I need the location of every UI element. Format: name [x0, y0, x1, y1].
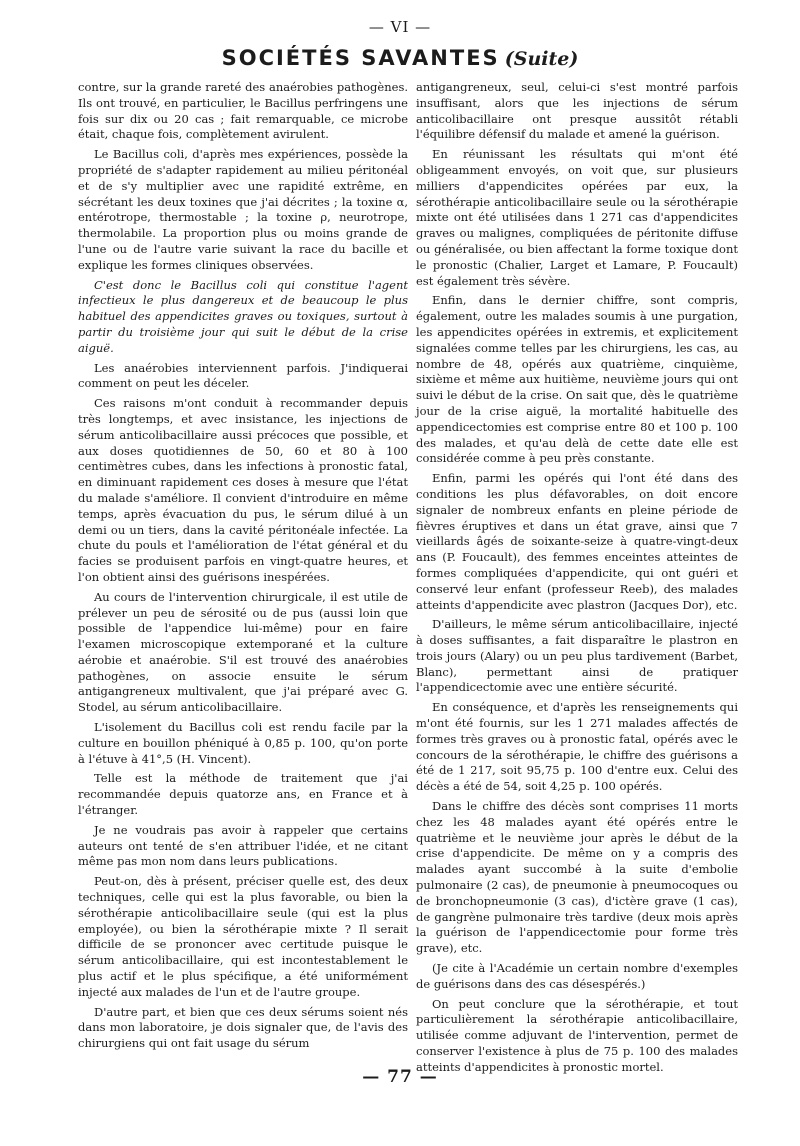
paragraph: Telle est la méthode de traitement que j'ai recommandée depuis quatorze ans, en France et à l'étranger. — [78, 771, 408, 818]
paragraph: D'autre part, et bien que ces deux sérums soient nés dans mon laboratoire, je dois signaler que, de l'avis des chirurgiens qui ont fait usage du sérum — [78, 1004, 408, 1051]
section-title-suffix: (Suite) — [504, 48, 579, 70]
paragraph: En réunissant les résultats qui m'ont été obligeamment envoyés, on voit que, sur plusieurs milliers d'appendicites opérées par eux, la sérothérapie anticolibacillaire seule ou la sérothérapie mixte ont été utilisées dans 1 271 cas d'appendicites graves ou malignes, compliquées de péritonite diffuse ou généralisée, ou bien affectant la forme toxique dont le pronostic (Chalier, Larget et Lamare, P. Foucault) est également très sévère. — [416, 147, 738, 288]
paragraph: Les anaérobies interviennent parfois. J'indiquerai comment on peut les déceler. — [78, 360, 408, 391]
paragraph: On peut conclure que la sérothérapie, et tout particulièrement la sérothérapie anticolibacillaire, utilisée comme adjuvant de l'intervention, permet de conserver l'existence à plus de 75 p. 100 des malades atteints d'appendicites à pronostic mortel. — [416, 996, 738, 1074]
paragraph: (Je cite à l'Académie un certain nombre d'exemples de guérisons dans des cas désespérés.) — [416, 961, 738, 991]
section-title: SOCIÉTÉS SAVANTES — [221, 46, 500, 70]
paragraph: antigangreneux, seul, celui-ci s'est montré parfois insuffisant, alors que les injections de sérum anticolibacillaire ont presque aussitôt rétabli l'équilibre défensif du malade et amené la guérison. — [416, 80, 738, 142]
right-column — [416, 80, 738, 1080]
paragraph: Enfin, parmi les opérés qui l'ont été dans des conditions les plus défavorables, on doit encore signaler de nombreux enfants en pleine période de fièvres éruptives et dans un état grave, ainsi que 7 vieillards âgés de soixante-seize à quatre-vingt-deux ans (P. Foucault), des femmes enceintes atteintes de formes compliquées d'appendicite, qui ont guéri et conservé leur enfant (professeur Reeb), des malades atteints d'appendicite avec plastron (Jacques Dor), etc. — [416, 471, 738, 612]
paragraph: Enfin, dans le dernier chiffre, sont compris, également, outre les malades soumis à une purgation, les appendicites opérées in extremis, et explicitement signalées comme telles par les chirurgiens, les cas, au nombre de 48, opérés aux quatrième, cinquième, sixième et même aux huitième, neuvième jours qui ont suivi le début de la crise. On sait que, dès le quatrième jour de la crise aiguë, la mortalité habituelle des appendicectomies est comprise entre 80 et 100 p. 100 des malades, et qu'au delà de cette date elle est considérée comme à peu près constante. — [416, 293, 738, 466]
paragraph: contre, sur la grande rareté des anaérobies pathogènes. Ils ont trouvé, en particulier, le Bacillus perfringens une fois sur dix ou 20 cas ; fait remarquable, ce microbe était, chaque fois, complètement avirulent. — [78, 80, 408, 142]
paragraph: Peut-on, dès à présent, préciser quelle est, des deux techniques, celle qui est la plus favorable, ou bien la sérothérapie anticolibacillaire seule (qui est la plus employée), ou bien la sérothérapie mixte ? Il serait difficile de se prononcer avec certitude puisque le sérum anticolibacillaire, qui est incontestablement le plus actif et le plus spécifique, a été uniformément injecté aux malades de l'un et de l'autre groupe. — [78, 874, 408, 999]
paragraph: Ces raisons m'ont conduit à recommander depuis très longtemps, et avec insistance, les injections de sérum anticolibacillaire aussi précoces que possible, et aux doses quotidiennes de 50, 60 et 80 à 100 centimètres cubes, dans les infections à pronostic fatal, en diminuant rapidement ces doses à mesure que l'état du malade s'améliore. Il convient d'introduire en même temps, après évacuation du pus, le sérum dilué à un demi ou un tiers, dans la cavité péritonéale infectée. La chute du pouls et l'amélioration de l'état général et du facies se produisent parfois en vingt-quatre heures, et l'on obtient ainsi des guérisons inespérées. — [78, 396, 408, 584]
paragraph: C'est donc le Bacillus coli qui constitue l'agent infectieux le plus dangereux et de beaucoup le plus habituel des appendicites graves ou toxiques, surtout à partir du troisième jour qui suit le début de la crise aiguë. — [78, 277, 408, 355]
section-header — [0, 46, 800, 70]
paragraph: Au cours de l'intervention chirurgicale, il est utile de prélever un peu de sérosité ou de pus (aussi loin que possible de l'appendice lui-même) pour en faire l'examen microscopique extemporané et la culture aérobie et anaérobie. S'il est trouvé des anaérobies pathogènes, on associe ensuite le sérum antigangreneux multivalent, que j'ai préparé avec G. Stodel, au sérum anticolibacillaire. — [78, 589, 408, 715]
paragraph: L'isolement du Bacillus coli est rendu facile par la culture en bouillon phéniqué à 0,85 p. 100, qu'on porte à l'étuve à 41°,5 (H. Vincent). — [78, 720, 408, 766]
paragraph: Dans le chiffre des décès sont comprises 11 morts chez les 48 malades ayant été opérés entre le quatrième et le neuvième jour après le début de la crise d'appendicite. De même on y a compris des malades ayant succombé à la suite d'embolie pulmonaire (2 cas), de pneumonie à pneumocoques ou de bronchopneumonie (3 cas), d'ictère grave (1 cas), de gangrène pulmonaire très tardive (deux mois après la guérison de l'appendicectomie pour forme très grave), etc. — [416, 799, 738, 956]
page-folio-bottom: — 77 — — [362, 1067, 438, 1087]
paragraph: D'ailleurs, le même sérum anticolibacillaire, injecté à doses suffisantes, a fait disparaître le plastron en trois jours (Alary) ou un peu plus tardivement (Barbet, Blanc), permettant ainsi de pratiquer l'appendicectomie avec une entière sécurité. — [416, 617, 738, 695]
paragraph: Le Bacillus coli, d'après mes expériences, possède la propriété de s'adapter rapidement au milieu péritonéal et de s'y multiplier avec une rapidité extrême, en sécrétant les deux toxines que j'ai décrites ; la toxine α, entérotrope, thermostable ; la toxine ρ, neurotrope, thermolabile. La proportion plus ou moins grande de l'une ou de l'autre varie suivant la race du bacille et explique les formes cliniques observées. — [78, 147, 408, 272]
page-folio-top: — VI — — [368, 18, 432, 36]
paragraph: Je ne voudrais pas avoir à rappeler que certains auteurs ont tenté de s'en attribuer l'idée, et ne citant même pas mon nom dans leurs publications. — [78, 822, 408, 869]
left-column — [78, 80, 408, 1056]
paragraph: En conséquence, et d'après les renseignements qui m'ont été fournis, sur les 1 271 malades affectés de formes très graves ou à pronostic fatal, opérés avec le concours de la sérothérapie, le chiffre des guérisons a été de 1 217, soit 95,75 p. 100 d'entre eux. Celui des décès a été de 54, soit 4,25 p. 100 opérés. — [416, 700, 738, 794]
